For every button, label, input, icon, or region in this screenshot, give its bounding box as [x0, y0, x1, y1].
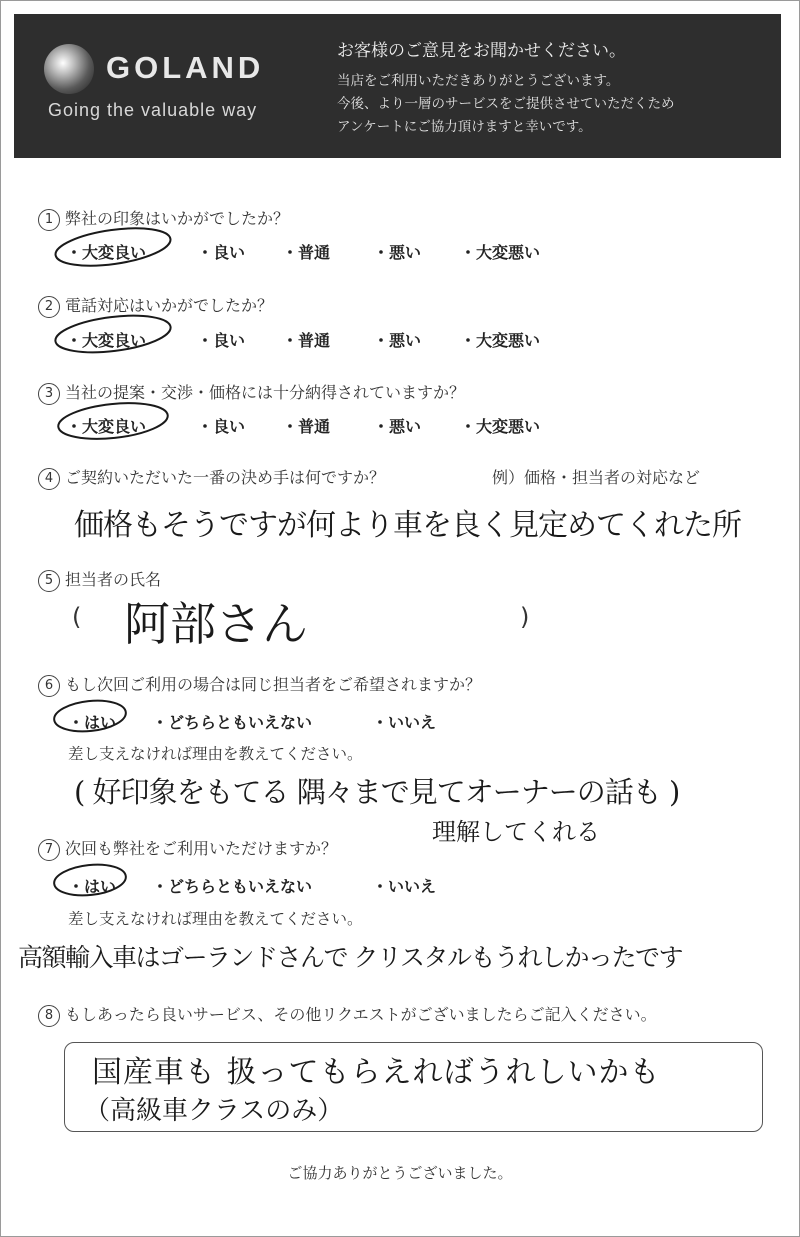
question-text: ご契約いただいた一番の決め手は何ですか？ — [65, 468, 386, 487]
q6-option-yes[interactable]: ・はい — [68, 713, 117, 732]
q2-selection-circle — [53, 310, 172, 358]
q6-reason-prompt: 差し支えなければ理由を教えてください。 — [68, 745, 363, 763]
q5-handwritten-name: 阿部さん — [124, 597, 308, 651]
q6-selection-circle — [53, 697, 128, 734]
q3-selection-circle — [57, 398, 170, 443]
q6-handwritten-reason: ( 好印象をもてる 隅々まで見てオーナーの話も ) — [74, 775, 680, 809]
q3-option-very-bad[interactable]: ・大変悪い — [460, 417, 541, 436]
q6-handwritten-reason-cont: 理解してくれる — [432, 818, 600, 846]
question-number: 2 — [38, 296, 60, 318]
q6-option-neither[interactable]: ・どちらともいえない — [152, 713, 313, 732]
question-number: 6 — [38, 675, 60, 697]
q7-option-yes[interactable]: ・はい — [68, 877, 117, 896]
q7-option-no[interactable]: ・いいえ — [372, 877, 437, 896]
q7-selection-circle — [53, 861, 128, 898]
q7-reason-prompt: 差し支えなければ理由を教えてください。 — [68, 910, 363, 928]
q1-option-good[interactable]: ・良い — [197, 243, 246, 262]
q5-close-paren: ) — [520, 603, 530, 631]
question-text: もし次回ご利用の場合は同じ担当者をご希望されますか？ — [65, 675, 482, 694]
brand-tagline: Going the valuable way — [48, 100, 258, 120]
q1-option-very-bad[interactable]: ・大変悪い — [460, 243, 541, 262]
survey-title: お客様のご意見をお聞かせください。 — [337, 41, 626, 61]
brand-logo-text: GOLAND — [106, 50, 265, 85]
question-text: 次回も弊社をご利用いただけますか？ — [65, 839, 338, 858]
q8-handwritten-answer-cont: （高級車クラスのみ） — [84, 1096, 344, 1126]
question-number: 8 — [38, 1005, 60, 1027]
q2-option-good[interactable]: ・良い — [197, 331, 246, 350]
intro-line: アンケートにご協力頂けますと幸いです。 — [337, 119, 592, 135]
q1-selection-circle — [53, 222, 173, 272]
q2-option-average[interactable]: ・普通 — [282, 331, 331, 350]
q1-option-average[interactable]: ・普通 — [282, 243, 331, 262]
q3-option-bad[interactable]: ・悪い — [373, 417, 422, 436]
intro-line: 当店をご利用いただきありがとうございます。 — [337, 73, 620, 89]
q6-option-no[interactable]: ・いいえ — [372, 713, 437, 732]
q2-option-bad[interactable]: ・悪い — [373, 331, 422, 350]
q2-option-very-good[interactable]: ・大変良い — [66, 331, 147, 350]
thank-you-footer: ご協力ありがとうございました。 — [287, 1164, 513, 1182]
q3-option-average[interactable]: ・普通 — [282, 417, 331, 436]
question-text: 電話対応はいかがでしたか？ — [65, 296, 274, 315]
question-4-example: 例）価格・担当者の対応など — [492, 468, 701, 487]
question-number: 5 — [38, 570, 60, 592]
q3-option-very-good[interactable]: ・大変良い — [66, 417, 147, 436]
q1-option-bad[interactable]: ・悪い — [373, 243, 422, 262]
q5-open-paren: ( — [72, 603, 82, 631]
q1-option-very-good[interactable]: ・大変良い — [66, 243, 147, 262]
question-text: 弊社の印象はいかがでしたか？ — [65, 209, 290, 228]
q3-option-good[interactable]: ・良い — [197, 417, 246, 436]
question-number: 3 — [38, 383, 60, 405]
question-text: 当社の提案・交渉・価格には十分納得されていますか？ — [65, 383, 466, 402]
question-number: 7 — [38, 839, 60, 861]
q4-handwritten-answer: 価格もそうですが何より車を良く見定めてくれた所 — [74, 508, 741, 543]
question-number: 1 — [38, 209, 60, 231]
q8-handwritten-answer: 国産車も 扱ってもらえればうれしいかも — [92, 1055, 661, 1090]
q2-option-very-bad[interactable]: ・大変悪い — [460, 331, 541, 350]
question-number: 4 — [38, 468, 60, 490]
question-text: もしあったら良いサービス、その他リクエストがございましたらご記入ください。 — [65, 1005, 657, 1024]
q7-handwritten-reason: 高額輸入車はゴーランドさんで クリスタルもうれしかったです — [18, 943, 682, 972]
question-text: 担当者の氏名 — [65, 570, 162, 589]
intro-line: 今後、より一層のサービスをご提供させていただくため — [337, 96, 675, 112]
q7-option-neither[interactable]: ・どちらともいえない — [152, 877, 313, 896]
